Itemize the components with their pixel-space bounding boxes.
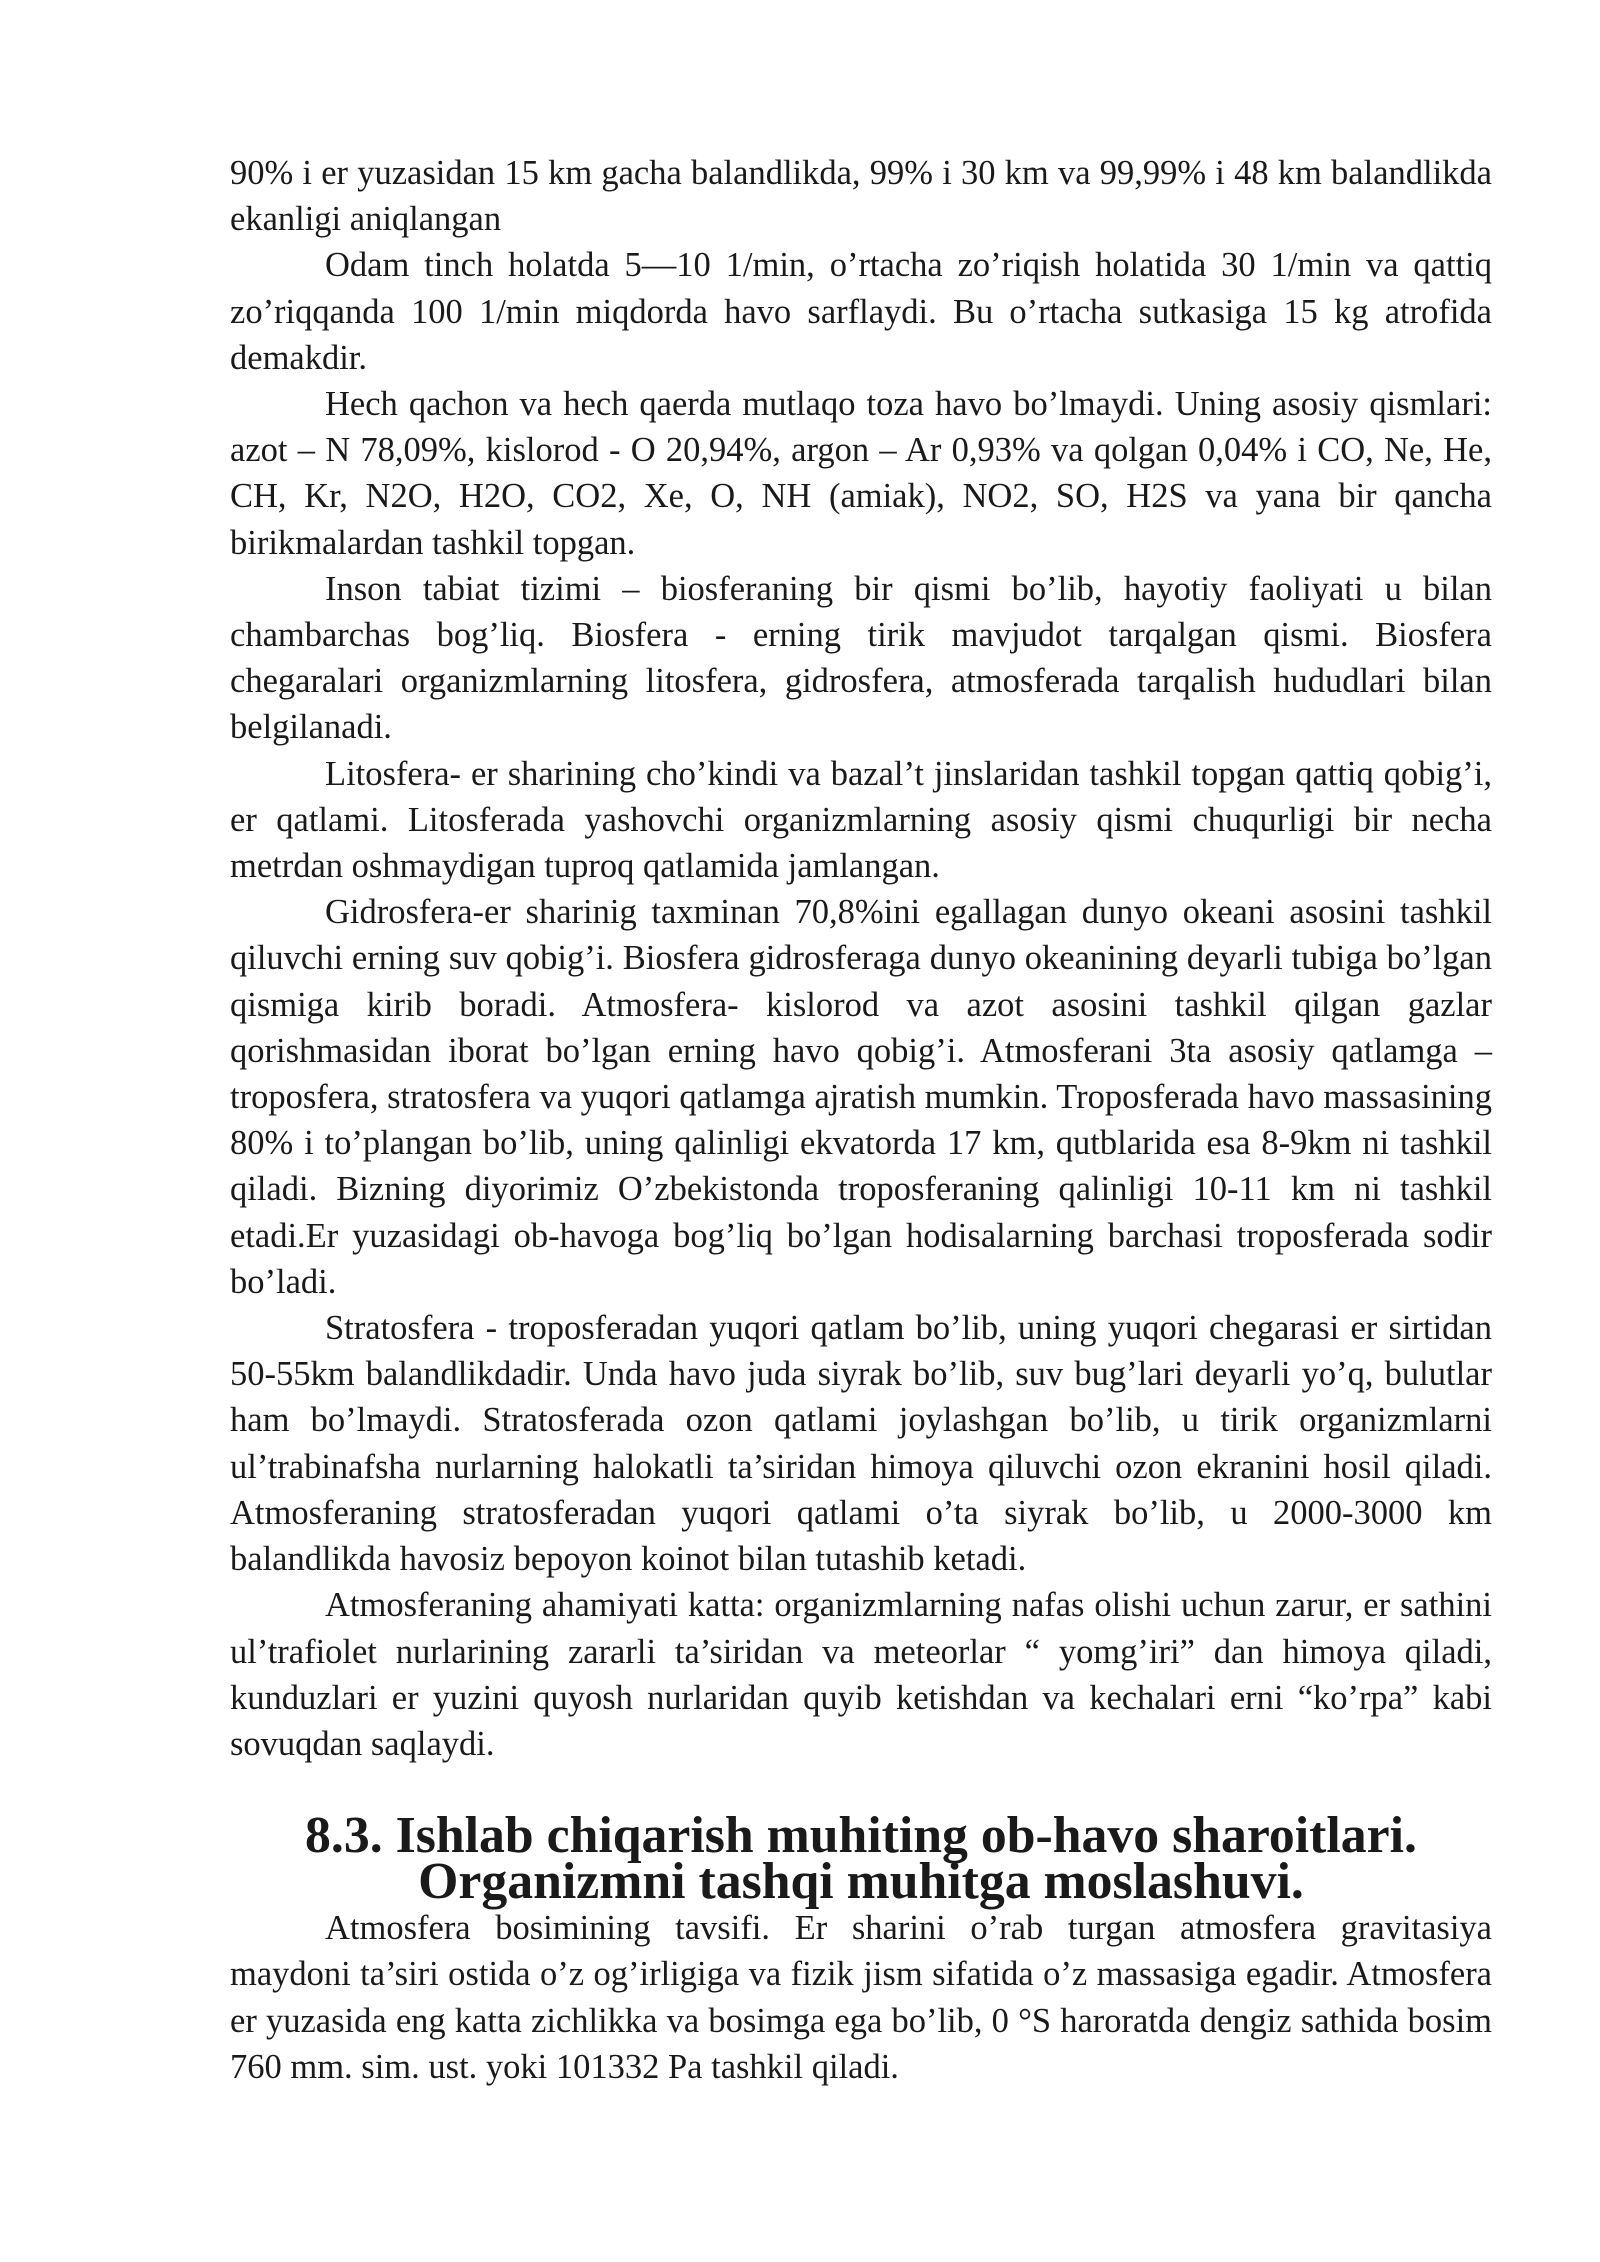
paragraph-biosphere: Inson tabiat tizimi – biosferaning bir qismi bo’lib, hayotiy faoliyati u bilan chambarchas bog’liq. Biosfera - erning tirik mavjudot tarqalgan qismi. Biosfera chegaralari organizmlarning litosfera, gidrosfera, atmosferada tarqalish hududlari bilan belgilanadi. <box>230 569 1492 747</box>
paragraph-stratosphere: Stratosfera - troposferadan yuqori qatlam bo’lib, uning yuqori chegarasi er sirtidan 50-55km balandlikdadir. Unda havo juda siyrak bo’lib, suv bug’lari deyarli yo’q, bulutlar ham bo’lmaydi. Stratosferada ozon qatlami joylashgan bo’lib, u tirik organizmlarni ul’trabinafsha nurlarning halokatli ta’siridan himoya qiluvchi ozon ekranini hosil qiladi. Atmosferaning stratosferadan yuqori qatlami o’ta siyrak bo’lib, u 2000-3000 km balandlikda havosiz bepoyon koinot bilan tutashib ketadi. <box>230 1309 1492 1579</box>
paragraph-air-composition: Hech qachon va hech qaerda mutlaqo toza havo bo’lmaydi. Uning asosiy qismlari: azot – N 78,09%, kislorod - O 20,94%, argon – Ar 0,93% va qolgan 0,04% i CO, Ne, He, CH, Kr, N2O, H2O, CO2, Xe, O, NH (amiak), NO2, SO, H2S va yana bir qancha birikmalardan tashkil topgan. <box>230 385 1492 562</box>
paragraph-atmosphere-importance: Atmosferaning ahamiyati katta: organizmlarning nafas olishi uchun zarur, er sathini ul’trafiolet nurlarining zararli ta’siridan va meteorlar “ yomg’iri” dan himoya qiladi, kunduzlari er yuzini quyosh nurlaridan quyib ketishdan va kechalari erni “ko’rpa” kabi sovuqdan saqlaydi. <box>230 1586 1492 1763</box>
paragraph-atmospheric-pressure: Atmosfera bosimining tavsifi. Er sharini o’rab turgan atmosfera gravitasiya maydoni ta’siri ostida o’z og’irligiga va fizik jism sifatida o’z massasiga egadir. Atmosfera er yuzasida eng katta zichlikka va bosimga ega bo’lib, 0 °S haroratda dengiz sathida bosim 760 mm. sim. ust. yoki 101332 Pa tashkil qiladi. <box>230 1909 1492 2086</box>
document-page <box>230 150 1492 2090</box>
paragraph-continuation: 90% i er yuzasidan 15 km gacha balandlikda, 99% i 30 km va 99,99% i 48 km balandlikda ekanligi aniqlangan <box>230 154 1492 239</box>
paragraph-air-consumption: Odam tinch holatda 5—10 1/min, o’rtacha zo’riqish holatida 30 1/min va qattiq zo’riqqanda 100 1/min miqdorda havo sarflaydi. Bu o’rtacha sutkasiga 15 kg atrofida demakdir. <box>230 246 1492 377</box>
section-heading: 8.3. Ishlab chiqarish muhiting ob-havo sharoitlari. Organizmni tashqi muhitga moslashuvi. <box>305 1807 1417 1911</box>
paragraph-lithosphere: Litosfera- er sharining cho’kindi va bazal’t jinslaridan tashkil topgan qattiq qobig’i, er qatlami. Litosferada yashovchi organizmlarning asosiy qismi chuqurligi bir necha metrdan oshmaydigan tuproq qatlamida jamlangan. <box>230 754 1492 886</box>
paragraph-hydrosphere: Gidrosfera-er sharinig taxminan 70,8%ini egallagan dunyo okeani asosini tashkil qiluvchi erning suv qobig’i. Biosfera gidrosferaga dunyo okeanining deyarli tubiga bo’lgan qismiga kirib boradi. Atmosfera- kislorod va azot asosini tashkil qilgan gazlar qorishmasidan iborat bo’lgan erning havo qobig’i. Atmosferani 3ta asosiy qatlamga – troposfera, stratosfera va yuqori qatlamga ajratish mumkin. Troposferada havo massasining 80% i to’plangan bo’lib, uning qalinligi ekvatorda 17 km, qutblarida esa 8-9km ni tashkil qiladi. Bizning diyorimiz O’zbekistonda troposferaning qalinligi 10-11 km ni tashkil etadi.Er yuzasidagi ob-havoga bog’liq bo’lgan hodisalarning barchasi troposferada sodir bo’ladi. <box>230 893 1492 1301</box>
